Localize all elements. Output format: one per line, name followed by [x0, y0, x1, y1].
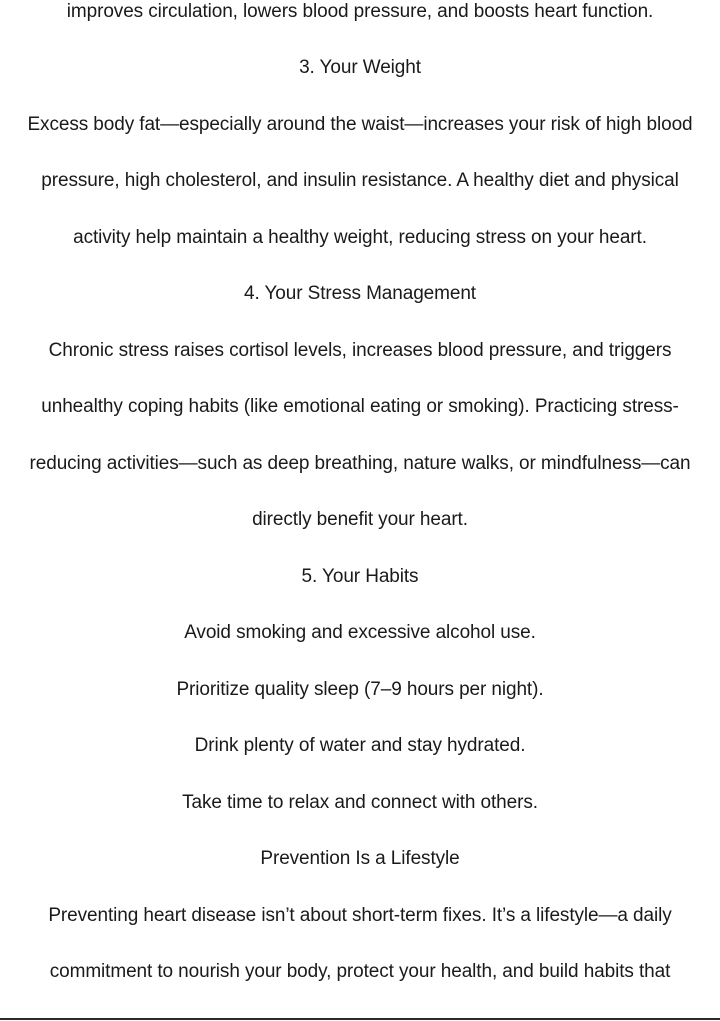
intro-paragraph-tail: improves circulation, lowers blood pressure, and boosts heart function.	[66, 1, 654, 22]
habit-item: Avoid smoking and excessive alcohol use.	[184, 622, 536, 643]
bottom-divider	[0, 1018, 720, 1020]
weight-paragraph-line: pressure, high cholesterol, and insulin resistance. A healthy diet and physical	[41, 170, 679, 191]
stress-paragraph-line: Chronic stress raises cortisol levels, increases blood pressure, and triggers	[48, 340, 672, 361]
habit-item: Prioritize quality sleep (7–9 hours per night).	[176, 679, 544, 700]
weight-paragraph-line: Excess body fat—especially around the waist—increases your risk of high blood	[27, 114, 693, 135]
section-heading-weight: 3. Your Weight	[299, 57, 421, 78]
stress-paragraph-line: directly benefit your heart.	[252, 509, 468, 530]
section-heading-habits: 5. Your Habits	[301, 566, 419, 587]
section-heading-stress: 4. Your Stress Management	[244, 283, 476, 304]
stress-paragraph-line: unhealthy coping habits (like emotional eating or smoking). Practicing stress-	[41, 396, 679, 417]
habit-item: Take time to relax and connect with others.	[182, 792, 538, 813]
prevention-paragraph-line: Preventing heart disease isn’t about short-term fixes. It’s a lifestyle—a daily	[48, 905, 672, 926]
habit-item: Drink plenty of water and stay hydrated.	[194, 735, 526, 756]
section-heading-prevention: Prevention Is a Lifestyle	[260, 848, 460, 869]
prevention-paragraph-line: commitment to nourish your body, protect your health, and build habits that	[49, 961, 671, 982]
stress-paragraph-line: reducing activities—such as deep breathing, nature walks, or mindfulness—can	[29, 453, 691, 474]
weight-paragraph-line: activity help maintain a healthy weight, reducing stress on your heart.	[73, 227, 647, 248]
